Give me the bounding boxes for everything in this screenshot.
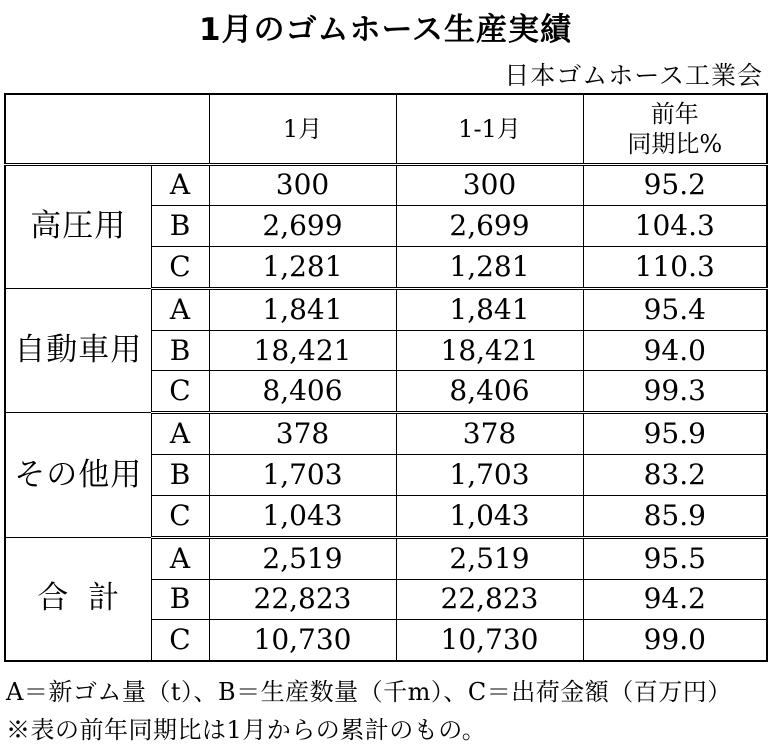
row-code: A (151, 537, 209, 579)
cell-ratio: 104.3 (583, 206, 767, 247)
cell-ratio: 94.2 (583, 579, 767, 620)
cell-month: 18,421 (209, 330, 396, 371)
page-title: 1月のゴムホース生産実績 (198, 12, 573, 48)
header-ratio-line2: 同期比% (627, 129, 723, 158)
header-ratio-line1: 前年 (650, 99, 699, 128)
cell-ytd: 8,406 (396, 371, 583, 413)
table-row (5, 537, 767, 579)
row-code: C (151, 495, 209, 537)
row-code: B (151, 579, 209, 620)
table-row (5, 413, 767, 455)
cell-ratio: 95.4 (583, 288, 767, 330)
cell-ratio: 85.9 (583, 495, 767, 537)
group-label: 高圧用 (5, 164, 151, 288)
cell-month: 1,841 (209, 288, 396, 330)
header-ytd: 1-1月 (396, 94, 583, 164)
header-ratio (583, 94, 767, 164)
cell-month: 22,823 (209, 579, 396, 620)
cell-month: 300 (209, 164, 396, 206)
cell-ytd: 300 (396, 164, 583, 206)
cell-ratio: 94.0 (583, 330, 767, 371)
header-month: 1月 (209, 94, 396, 164)
row-code: C (151, 620, 209, 661)
cell-month: 378 (209, 413, 396, 455)
cell-month: 1,703 (209, 455, 396, 496)
cell-month: 2,699 (209, 206, 396, 247)
cell-month: 2,519 (209, 537, 396, 579)
cell-ytd: 2,699 (396, 206, 583, 247)
row-code: B (151, 330, 209, 371)
cell-ratio: 83.2 (583, 455, 767, 496)
remark-note: ※表の前年同期比は1月からの累計のもの。 (6, 716, 487, 744)
header-blank-cell (5, 94, 209, 164)
production-table (4, 93, 768, 662)
table-row (5, 164, 767, 206)
cell-ytd: 1,281 (396, 246, 583, 288)
cell-month: 8,406 (209, 371, 396, 413)
cell-ratio: 95.5 (583, 537, 767, 579)
cell-ratio: 99.0 (583, 620, 767, 661)
row-code: C (151, 371, 209, 413)
cell-ytd: 378 (396, 413, 583, 455)
row-code: B (151, 455, 209, 496)
cell-ytd: 10,730 (396, 620, 583, 661)
cell-ratio: 95.9 (583, 413, 767, 455)
group-label: 合計 (5, 537, 151, 661)
cell-ytd: 22,823 (396, 579, 583, 620)
cell-ytd: 2,519 (396, 537, 583, 579)
header-row (5, 94, 767, 164)
cell-ytd: 1,043 (396, 495, 583, 537)
group-label: 自動車用 (5, 288, 151, 412)
row-code: B (151, 206, 209, 247)
cell-month: 10,730 (209, 620, 396, 661)
cell-ytd: 1,703 (396, 455, 583, 496)
legend-note: A＝新ゴム量（t）、B＝生産数量（千m）、C＝出荷金額（百万円） (6, 678, 732, 706)
row-code: C (151, 246, 209, 288)
row-code: A (151, 413, 209, 455)
cell-ratio: 99.3 (583, 371, 767, 413)
cell-ytd: 1,841 (396, 288, 583, 330)
cell-ytd: 18,421 (396, 330, 583, 371)
cell-month: 1,281 (209, 246, 396, 288)
row-code: A (151, 288, 209, 330)
cell-ratio: 95.2 (583, 164, 767, 206)
row-code: A (151, 164, 209, 206)
cell-month: 1,043 (209, 495, 396, 537)
group-label: その他用 (5, 413, 151, 537)
cell-ratio: 110.3 (583, 246, 767, 288)
table-row (5, 288, 767, 330)
source-label: 日本ゴムホース工業会 (504, 61, 763, 90)
